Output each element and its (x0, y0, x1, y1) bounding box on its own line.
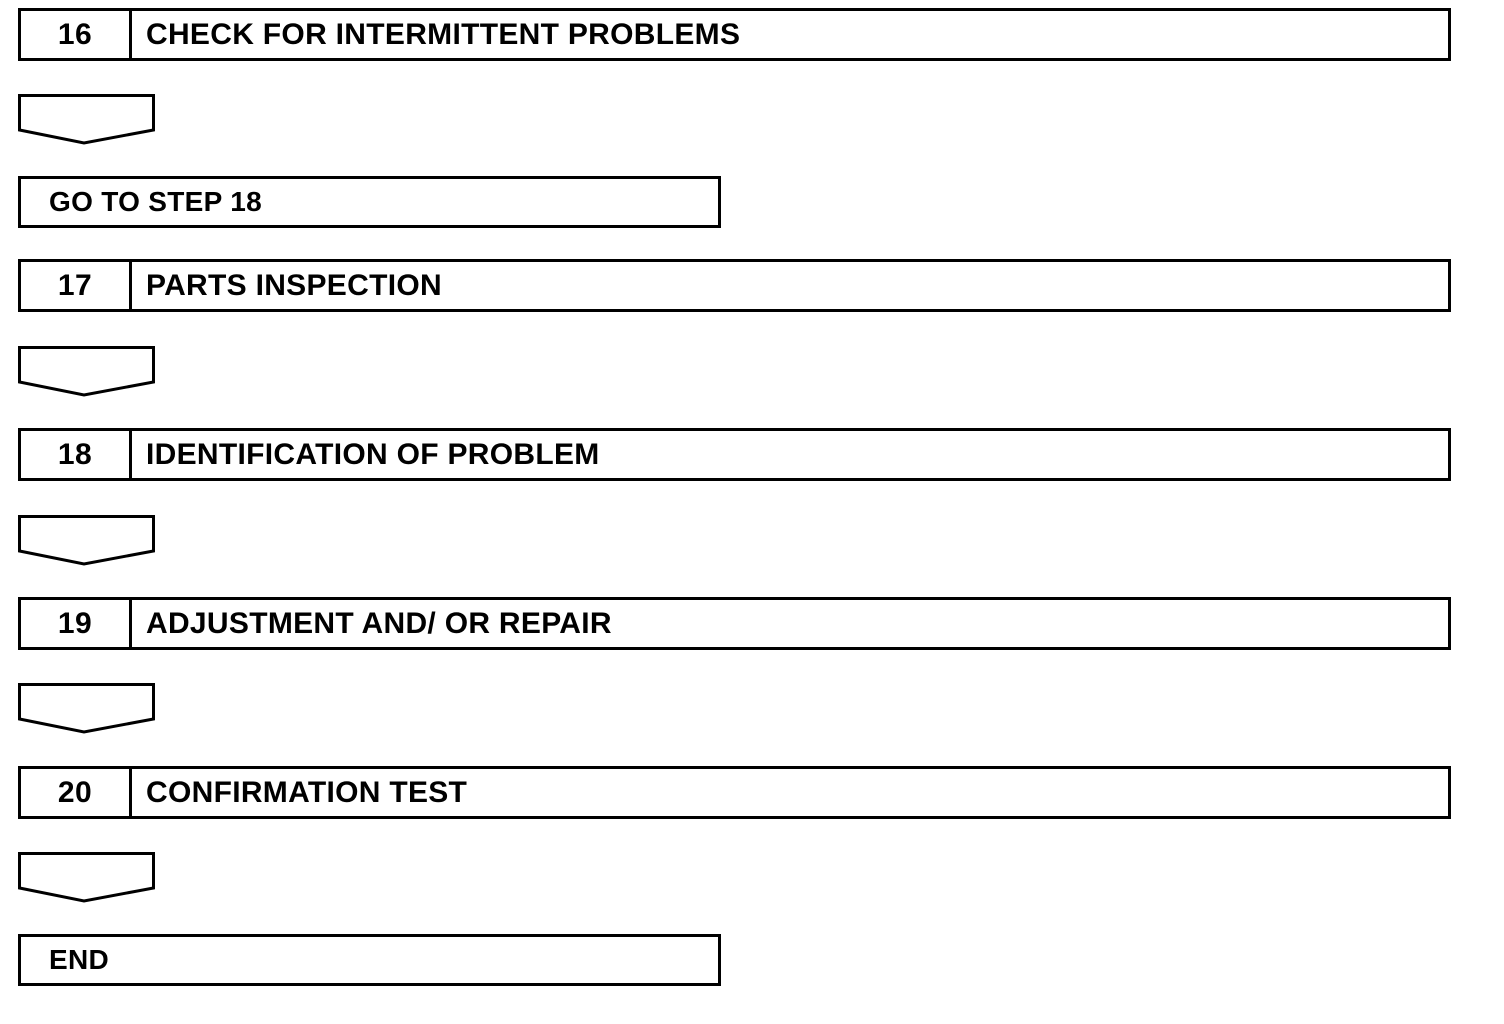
step-title: IDENTIFICATION OF PROBLEM (146, 437, 600, 471)
step-20-box (18, 766, 1451, 819)
flow-arrow-icon (17, 851, 157, 903)
step-19-box (18, 597, 1451, 650)
end-box: END (18, 934, 721, 986)
step-number: 16 (21, 11, 132, 58)
flow-arrow-icon (17, 93, 157, 145)
step-title: CHECK FOR INTERMITTENT PROBLEMS (146, 17, 741, 51)
step-title: ADJUSTMENT AND/ OR REPAIR (146, 606, 612, 640)
step-number: 18 (21, 431, 132, 478)
flow-arrow-icon (17, 345, 157, 397)
step-17-box (18, 259, 1451, 312)
step-18-box (18, 428, 1451, 481)
goto-step-box: GO TO STEP 18 (18, 176, 721, 228)
step-16-box (18, 8, 1451, 61)
step-number: 20 (21, 769, 132, 816)
flow-arrow-icon (17, 514, 157, 566)
step-number: 17 (21, 262, 132, 309)
flow-arrow-icon (17, 682, 157, 734)
step-title: PARTS INSPECTION (146, 268, 442, 302)
step-title: CONFIRMATION TEST (146, 775, 468, 809)
step-number: 19 (21, 600, 132, 647)
